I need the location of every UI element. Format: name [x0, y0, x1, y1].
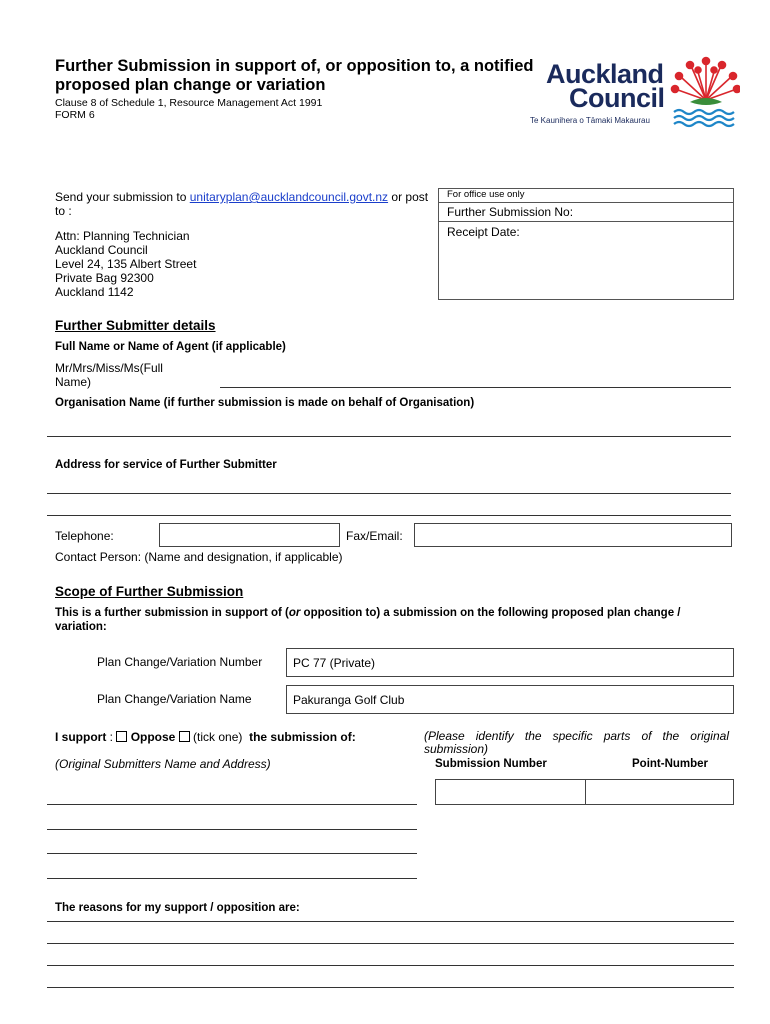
clause-text: Clause 8 of Schedule 1, Resource Management Act 1991 [55, 97, 323, 109]
address-service-label: Address for service of Further Submitter [55, 459, 277, 471]
org-name-field[interactable] [47, 436, 731, 437]
reasons-line2[interactable] [47, 943, 734, 944]
identify-note: (Please identify the specific parts of the original submission) [424, 729, 729, 756]
address-line: Auckland 1142 [55, 285, 134, 299]
logo-wordmark [546, 59, 665, 113]
plan-number-label: Plan Change/Variation Number [97, 655, 263, 669]
support-row: I support : Oppose (tick one) the submission of: [55, 730, 356, 744]
oppose-checkbox[interactable] [179, 731, 190, 742]
address-line: Attn: Planning Technician [55, 229, 190, 243]
further-submission-no-label: Further Submission No: [447, 205, 574, 219]
original-submitter-label: (Original Submitters Name and Address) [55, 757, 271, 771]
contact-person-label: Contact Person: (Name and designation, if applicable) [55, 550, 343, 564]
scope-intro-b: opposition to) a submission on the following proposed plan change / variation: [55, 607, 681, 633]
logo-line2: Council [569, 83, 665, 113]
oppose-label: Oppose [130, 730, 176, 744]
office-use-label: For office use only [447, 189, 525, 200]
address-line: Private Bag 92300 [55, 271, 154, 285]
original-submitter-line1[interactable] [47, 804, 417, 805]
tick-one-label: (tick one) [193, 730, 243, 744]
office-use-box [438, 188, 734, 300]
plan-name-label: Plan Change/Variation Name [97, 692, 252, 706]
address-field-line1[interactable] [47, 493, 731, 494]
fax-email-field[interactable] [414, 523, 732, 547]
scope-intro-or: or [288, 607, 301, 619]
point-number-field[interactable] [585, 779, 734, 805]
support-label: I support [55, 730, 107, 744]
form-subtitle [55, 97, 322, 121]
col-submission-number: Submission Number [435, 758, 547, 770]
full-name-label: Full Name or Name of Agent (if applicable) [55, 341, 286, 353]
full-name-field[interactable] [220, 387, 731, 388]
send-prefix: Send your submission to [55, 190, 190, 204]
original-submitter-line3[interactable] [47, 853, 417, 854]
receipt-date-label: Receipt Date: [447, 225, 520, 239]
telephone-field[interactable] [159, 523, 340, 547]
address-line: Level 24, 135 Albert Street [55, 257, 197, 271]
reasons-label: The reasons for my support / opposition are: [55, 902, 300, 914]
original-submitter-line2[interactable] [47, 829, 417, 830]
original-submitter-line4[interactable] [47, 878, 417, 879]
fax-email-label: Fax/Email: [346, 529, 403, 543]
plan-number-field[interactable]: PC 77 (Private) [286, 648, 734, 677]
submitter-heading: Further Submitter details [55, 318, 216, 333]
scope-intro-a: This is a further submission in support of ( [55, 607, 289, 619]
postal-address [55, 229, 196, 299]
address-field-line2[interactable] [47, 515, 731, 516]
submission-of-label: the submission of: [249, 730, 356, 744]
scope-intro [55, 606, 730, 634]
telephone-label: Telephone: [55, 529, 114, 543]
send-instructions [55, 190, 435, 218]
scope-heading: Scope of Further Submission [55, 584, 244, 599]
support-checkbox[interactable] [116, 731, 127, 742]
col-point-number: Point-Number [632, 758, 709, 770]
reasons-line3[interactable] [47, 965, 734, 966]
form-number: FORM 6 [55, 109, 95, 121]
logo-tagline: Te Kaunihera o Tāmaki Makaurau [530, 116, 650, 125]
submission-number-field[interactable] [435, 779, 586, 805]
form-title: Further Submission in support of, or opposition to, a notified proposed plan change or variation [55, 57, 534, 94]
plan-name-field[interactable]: Pakuranga Golf Club [286, 685, 734, 714]
logo-line1: Auckland [546, 59, 664, 89]
address-line: Auckland Council [55, 243, 148, 257]
email-link[interactable]: unitaryplan@aucklandcouncil.govt.nz [189, 190, 389, 204]
pohutukawa-logo-icon [668, 52, 740, 128]
reasons-line4[interactable] [47, 987, 734, 988]
send-suffix: or post to : [55, 190, 429, 218]
title-label: Mr/Mrs/Miss/Ms(Full Name) [55, 361, 163, 389]
reasons-line1[interactable] [47, 921, 734, 922]
org-label: Organisation Name (if further submission is made on behalf of Organisation) [55, 397, 475, 409]
